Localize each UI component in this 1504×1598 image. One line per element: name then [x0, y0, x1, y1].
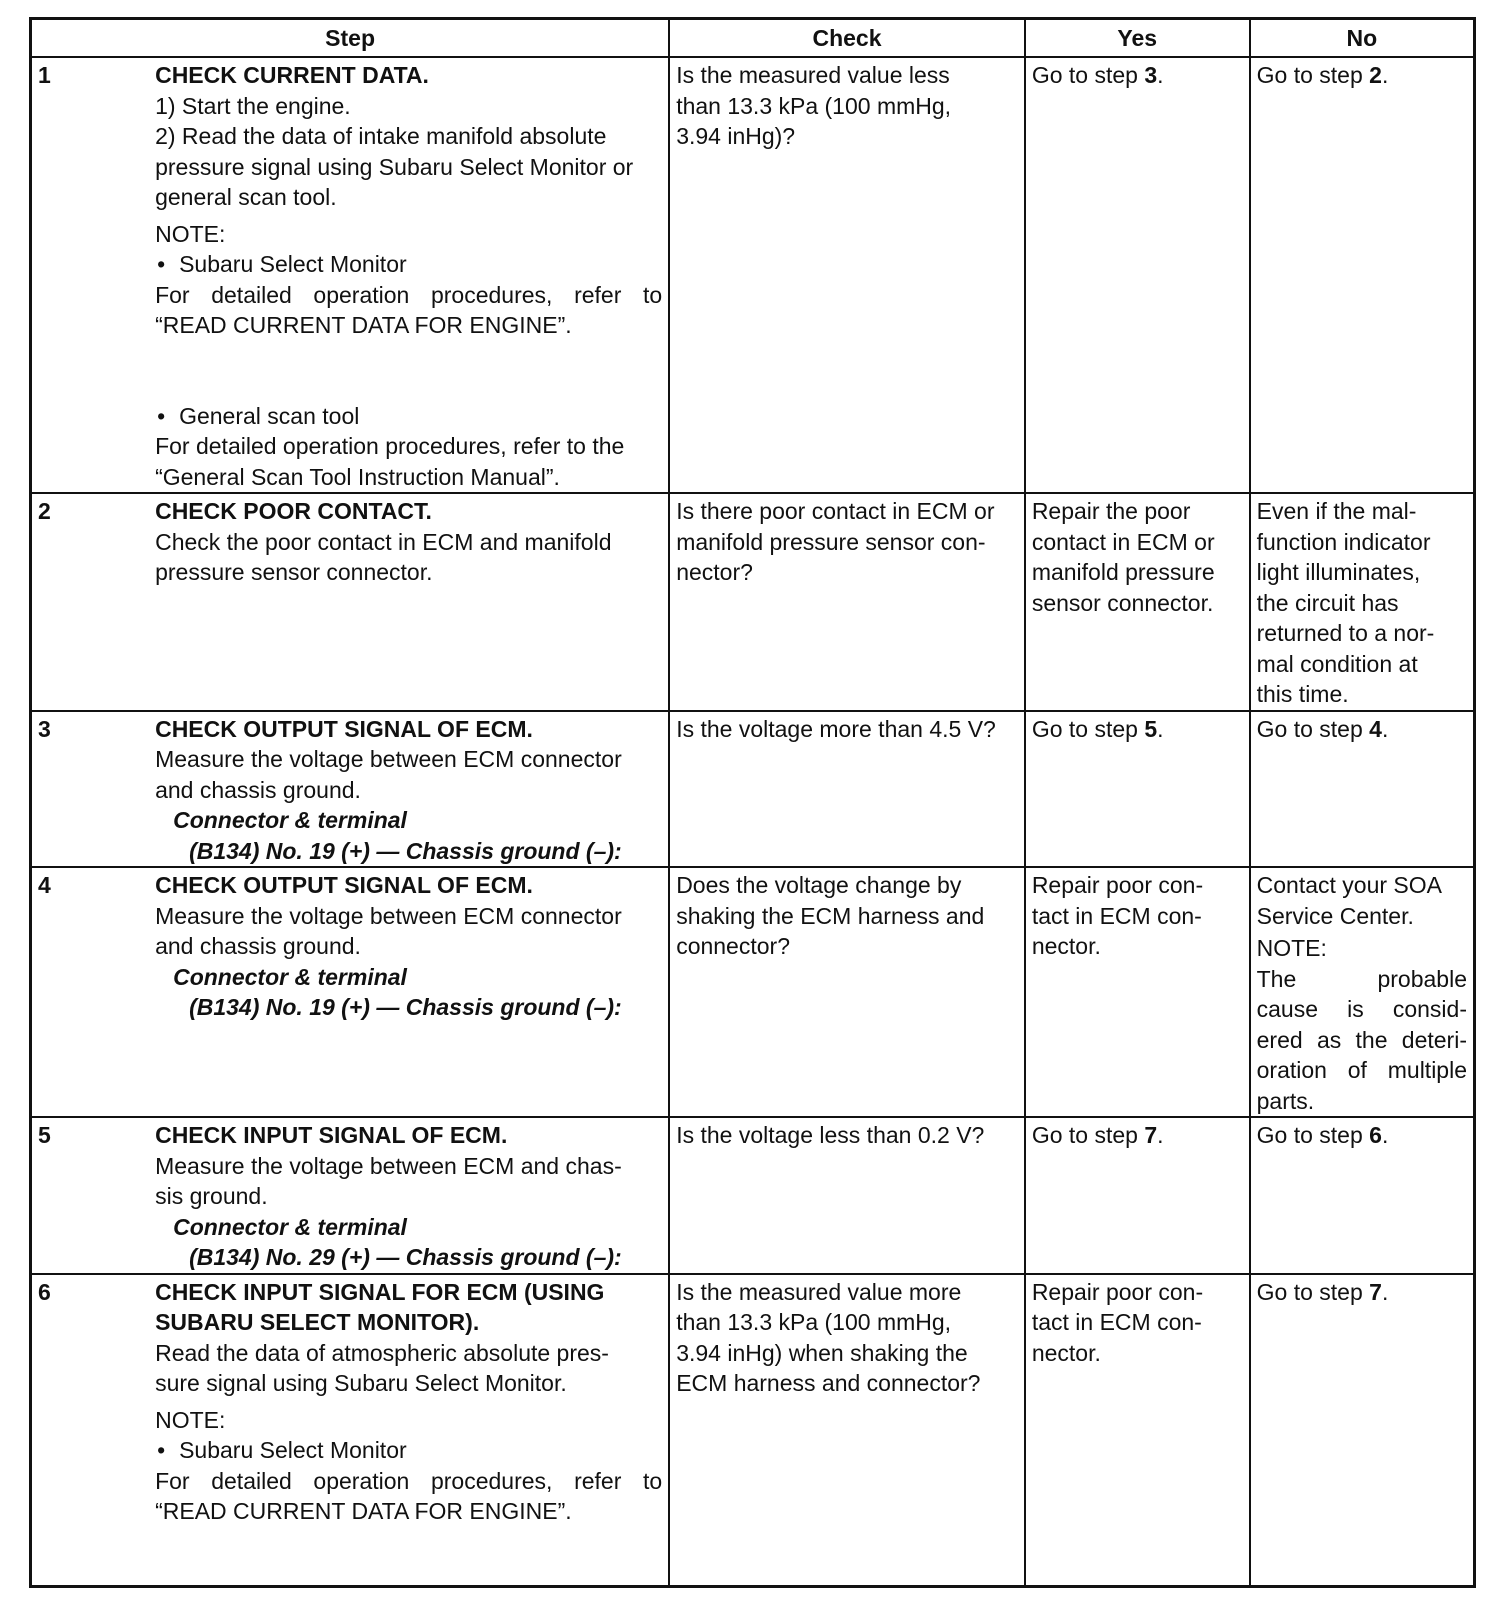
connector-terminal: (B134) No. 19 (+) — Chassis ground (–):: [189, 994, 622, 1020]
no-text: .: [1381, 1122, 1389, 1148]
no-text: the circuit has: [1256, 589, 1399, 616]
no-text: Service Center.: [1256, 902, 1414, 929]
yes-text: Go to step: [1031, 62, 1145, 88]
connector-heading: Connector & terminal: [173, 963, 407, 990]
yes-text: nector.: [1031, 933, 1101, 959]
step-description: [151, 1274, 669, 1587]
no-text: mal condition at: [1256, 650, 1418, 677]
check-cell: [669, 1274, 1025, 1587]
check-text: Is the voltage more than 4.5 V?: [676, 715, 996, 742]
yes-step-ref: 5: [1144, 715, 1158, 742]
bullet-item: [155, 249, 662, 280]
no-text: light illuminates,: [1256, 559, 1421, 585]
bullet-text: General scan tool: [179, 402, 360, 429]
no-text: returned to a nor-: [1256, 620, 1435, 646]
step-text: and chassis ground.: [155, 776, 361, 803]
no-text: Contact your SOA: [1256, 872, 1442, 898]
no-cell: [1250, 711, 1475, 868]
check-text: Does the voltage change by: [676, 872, 962, 898]
step-description: [151, 711, 669, 868]
step-number: 1: [31, 57, 152, 493]
check-text: Is there poor contact in ECM or: [676, 498, 995, 524]
yes-text: Repair the poor: [1031, 498, 1191, 524]
table-row: [31, 1117, 1475, 1274]
check-text: manifold pressure sensor con-: [676, 528, 986, 555]
connector-terminal: (B134) No. 19 (+) — Chassis ground (–):: [189, 837, 622, 864]
table-row: [31, 867, 1475, 1117]
connector-heading: Connector & terminal: [173, 1213, 407, 1240]
check-text: ECM harness and connector?: [676, 1370, 981, 1396]
step-description: [151, 867, 669, 1117]
yes-step-ref: 7: [1144, 1122, 1158, 1148]
yes-cell: [1025, 57, 1250, 493]
step-description: [151, 57, 669, 493]
check-cell: [669, 57, 1025, 493]
note-label: NOTE:: [155, 220, 226, 247]
step-title: CHECK CURRENT DATA.: [155, 62, 429, 88]
check-text: 3.94 inHg)?: [676, 123, 796, 149]
no-text: .: [1381, 715, 1389, 742]
yes-text: Go to step: [1031, 1122, 1145, 1148]
no-cell: [1250, 493, 1475, 711]
yes-text: Repair poor con-: [1031, 1278, 1204, 1305]
step-number: 5: [31, 1117, 152, 1274]
bullet-item: [155, 401, 662, 432]
step-number: 3: [31, 711, 152, 868]
no-text: Even if the mal-: [1256, 498, 1417, 524]
connector-terminal: (B134) No. 29 (+) — Chassis ground (–):: [189, 1244, 622, 1270]
yes-text: Repair poor con-: [1031, 872, 1204, 898]
yes-text: .: [1157, 715, 1164, 742]
bullet-text: Subaru Select Monitor: [179, 251, 407, 277]
step-text: Read the data of atmospheric absolute pres-: [155, 1339, 609, 1366]
no-cell: [1250, 57, 1475, 493]
table-row: [31, 57, 1475, 493]
step-number: 2: [31, 493, 152, 711]
step-number: 6: [31, 1274, 152, 1587]
yes-text: manifold pressure: [1031, 559, 1215, 585]
no-cell: [1250, 1117, 1475, 1274]
table-row: [31, 1274, 1475, 1587]
table-row: [31, 493, 1475, 711]
header-step: Step: [31, 19, 670, 58]
check-cell: [669, 493, 1025, 711]
no-text: The probable: [1256, 965, 1467, 992]
check-cell: [669, 711, 1025, 868]
check-cell: [669, 1117, 1025, 1274]
note-label: NOTE:: [1256, 935, 1327, 961]
step-text: and chassis ground.: [155, 933, 361, 959]
step-title: CHECK POOR CONTACT.: [155, 498, 432, 524]
step-title: CHECK OUTPUT SIGNAL OF ECM.: [155, 872, 533, 898]
no-text: parts.: [1256, 1087, 1315, 1114]
yes-cell: [1025, 867, 1250, 1117]
step-text: Measure the voltage between ECM and chas-: [155, 1152, 622, 1179]
step-title: CHECK INPUT SIGNAL OF ECM.: [155, 1122, 508, 1148]
step-title: SUBARU SELECT MONITOR).: [155, 1309, 480, 1335]
yes-text: .: [1157, 1122, 1164, 1148]
check-text: Is the voltage less than 0.2 V?: [676, 1122, 985, 1148]
no-text: function indicator: [1256, 528, 1431, 555]
step-description: [151, 493, 669, 711]
no-text: Go to step: [1256, 62, 1370, 88]
yes-text: .: [1157, 62, 1164, 88]
header-no: No: [1250, 19, 1475, 58]
step-text: For detailed operation procedures, refer to the: [155, 433, 625, 459]
yes-text: contact in ECM or: [1031, 528, 1215, 555]
no-step-ref: 7: [1369, 1278, 1382, 1305]
bullet-icon: •: [157, 251, 166, 277]
bullet-item: [155, 1435, 662, 1466]
step-text: Measure the voltage between ECM connector: [155, 902, 622, 929]
yes-cell: [1025, 711, 1250, 868]
bullet-icon: •: [157, 402, 166, 429]
step-text: Measure the voltage between ECM connector: [155, 746, 622, 772]
step-text: Check the poor contact in ECM and manifold: [155, 528, 612, 555]
no-step-ref: 2: [1369, 62, 1382, 88]
yes-cell: [1025, 1274, 1250, 1587]
step-text: general scan tool.: [155, 184, 337, 210]
no-text: Go to step: [1256, 1122, 1370, 1148]
no-text: Go to step: [1256, 715, 1370, 742]
yes-text: nector.: [1031, 1339, 1101, 1366]
no-text: .: [1381, 62, 1389, 88]
table-row: [31, 711, 1475, 868]
no-text: cause is consid-: [1256, 996, 1467, 1022]
check-text: than 13.3 kPa (100 mmHg,: [676, 1309, 952, 1335]
header-check: Check: [669, 19, 1025, 58]
step-text: pressure signal using Subaru Select Monitor or: [155, 153, 634, 180]
step-title: CHECK OUTPUT SIGNAL OF ECM.: [155, 715, 533, 742]
step-number: 4: [31, 867, 152, 1117]
spacer: [155, 341, 662, 401]
yes-cell: [1025, 1117, 1250, 1274]
yes-text: tact in ECM con-: [1031, 1309, 1202, 1335]
step-text: sure signal using Subaru Select Monitor.: [155, 1370, 567, 1396]
no-step-ref: 4: [1369, 715, 1382, 742]
yes-text: sensor connector.: [1031, 589, 1214, 616]
check-text: connector?: [676, 933, 790, 959]
step-text: sis ground.: [155, 1183, 268, 1209]
bullet-text: Subaru Select Monitor: [179, 1437, 407, 1463]
yes-text: Go to step: [1031, 715, 1145, 742]
step-text: 2) Read the data of intake manifold absolute: [155, 123, 607, 149]
check-text: shaking the ECM harness and: [676, 902, 985, 929]
header-row: [31, 19, 1475, 58]
yes-text: tact in ECM con-: [1031, 902, 1202, 929]
no-cell: [1250, 867, 1475, 1117]
check-text: nector?: [676, 559, 753, 585]
step-text: “General Scan Tool Instruction Manual”.: [155, 463, 560, 490]
no-text: this time.: [1256, 681, 1349, 707]
no-text: .: [1381, 1278, 1389, 1305]
no-text: oration of multiple: [1256, 1057, 1467, 1083]
check-text: than 13.3 kPa (100 mmHg,: [676, 92, 952, 119]
step-description: [151, 1117, 669, 1274]
check-text: Is the measured value less: [676, 62, 950, 88]
no-cell: [1250, 1274, 1475, 1587]
no-text: Go to step: [1256, 1278, 1370, 1305]
step-text: pressure sensor connector.: [155, 559, 433, 585]
check-cell: [669, 867, 1025, 1117]
yes-step-ref: 3: [1144, 62, 1158, 88]
note-label: NOTE:: [155, 1406, 226, 1433]
yes-cell: [1025, 493, 1250, 711]
diagnostic-table: [29, 17, 1476, 1588]
step-text: “READ CURRENT DATA FOR ENGINE”.: [155, 312, 572, 338]
step-text: For detailed operation procedures, refer to: [155, 281, 663, 308]
step-text: “READ CURRENT DATA FOR ENGINE”.: [155, 1498, 572, 1524]
no-text: ered as the deteri-: [1256, 1026, 1467, 1053]
connector-heading: Connector & terminal: [173, 807, 407, 833]
check-text: 3.94 inHg) when shaking the: [676, 1339, 968, 1366]
no-step-ref: 6: [1369, 1122, 1382, 1148]
step-text: 1) Start the engine.: [155, 92, 351, 119]
header-yes: Yes: [1025, 19, 1250, 58]
step-text: For detailed operation procedures, refer to: [155, 1467, 663, 1494]
check-text: Is the measured value more: [676, 1278, 962, 1305]
step-title: CHECK INPUT SIGNAL FOR ECM (USING: [155, 1278, 605, 1305]
bullet-icon: •: [157, 1437, 166, 1463]
